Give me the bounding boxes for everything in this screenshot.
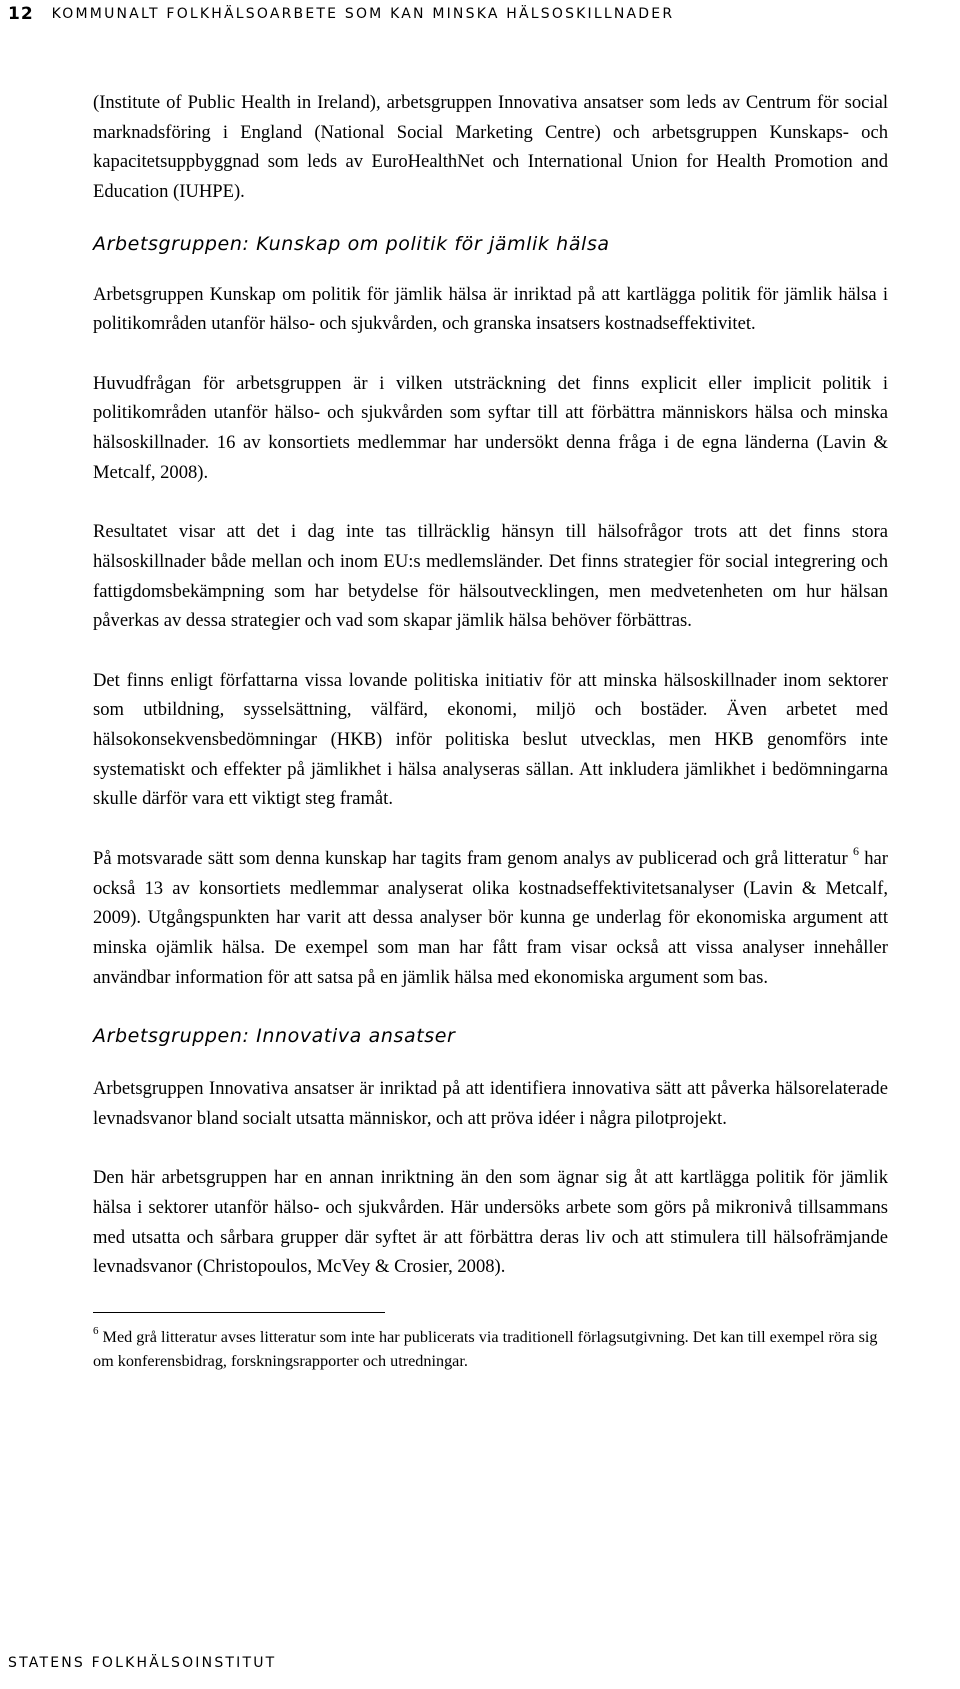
paragraph: Den här arbetsgruppen har en annan inriktning än den som ägnar sig åt att kartlägga politik för jämlik hälsa i sektorer utanför hälso- och sjukvården. Här undersöks arbete som görs på mikronivå tillsammans med utsatta och sårbara grupper där syftet är att förbättra deras liv och att stimulera till hälsofrämjande levnadsvanor (Christopoulos, McVey & Crosier, 2008). (93, 1167, 888, 1278)
paragraph: Arbetsgruppen Innovativa ansatser är inriktad på att identifiera innovativa sätt att påverka hälsorelaterade levnadsvanor bland socialt utsatta människor, och att pröva idéer i några pilotprojekt. (93, 1078, 888, 1129)
page-number: 12 (8, 4, 34, 24)
section-heading-knowledge: Arbetsgruppen: Kunskap om politik för jämlik hälsa (93, 232, 610, 255)
intro-paragraph: (Institute of Public Health in Ireland), arbetsgruppen Innovativa ansatser som leds av Centrum för social marknadsföring i England (National Social Marketing Centre) och arbetsgruppen Kunskaps- och kapacitetsuppbyggnad som leds av EuroHealthNet och International Union for Health Promotion and Education (IUHPE). (93, 92, 888, 203)
footnote-marker: 6 (93, 1324, 99, 1337)
footnote-reference[interactable]: 6 (852, 843, 859, 858)
paragraph: Arbetsgruppen Kunskap om politik för jämlik hälsa är inriktad på att kartlägga politik för jämlik hälsa i politikområden utanför hälso- och sjukvården, och granska insatsers kostnadseffektivitet. (93, 283, 888, 335)
page-header (8, 0, 674, 28)
section-heading-innovative: Arbetsgruppen: Innovativa ansatser (93, 1025, 456, 1048)
paragraph: Det finns enligt författarna vissa lovande politiska initiativ för att minska hälsoskillnader inom sektorer som utbildning, sysselsättning, välfärd, ekonomi, miljö och bostäder. Även arbetet med hälsokonsekvensbedömningar (HKB) inför politiska beslut utvecklas, men HKB genomförs inte systematiskt och effekter på jämlikhet i hälsa analyseras sällan. Att inkludera jämlikhet i bedömningarna skulle därför vara ett viktigt steg framåt. (93, 669, 888, 810)
footnote (93, 1325, 888, 1373)
running-title: KOMMUNALT FOLKHÄLSOARBETE SOM KAN MINSKA HÄLSOSKILLNADER (51, 6, 675, 22)
paragraph-with-footnote (93, 844, 888, 993)
paragraph: Huvudfrågan för arbetsgruppen är i vilken utsträckning det finns explicit eller implicit politik i politikområden utanför hälso- och sjukvården som syftar till att förbättra människors hälsa och minska hälsoskillnader. 16 av konsortiets medlemmar har undersökt denna fråga i de egna länderna (Lavin & Metcalf, 2008). (93, 372, 888, 483)
main-content (93, 88, 888, 1373)
paragraph: Resultatet visar att det i dag inte tas tillräcklig hänsyn till hälsofrågor trots att det finns stora hälsoskillnader både mellan och inom EU:s medlemsländer. Det finns strategier för social integrering och fattigdomsbekämpning som har betydelse för hälsoutvecklingen, men medvetenheten om hur hälsan påverkas av dessa strategier och vad som skapar jämlik hälsa behöver förbättras. (93, 521, 888, 632)
footnote-text: Med grå litteratur avses litteratur som inte har publicerats via traditionell förlagsutgivning. Det kan till exempel röra sig om konferensbidrag, forskningsrapporter och utredningar. (93, 1327, 878, 1370)
paragraph-text: På motsvarade sätt som denna kunskap har tagits fram genom analys av publicerad och grå litteratur (93, 847, 848, 869)
page-footer: STATENS FOLKHÄLSOINSTITUT (8, 1655, 277, 1671)
footnote-divider (93, 1312, 385, 1313)
paragraph-text: har också 13 av konsortiets medlemmar analyserat olika kostnadseffektivitetsanalyser (Lavin & Metcalf, 2009). Utgångspunkten har varit att dessa analyser bör kunna ge underlag för ekonomiska argument att minska ojämlik hälsa. De exempel som man har fått fram visar också att vissa analyser innehåller användbar information för att satsa på en jämlik hälsa med ekonomiska argument som bas. (93, 847, 888, 988)
